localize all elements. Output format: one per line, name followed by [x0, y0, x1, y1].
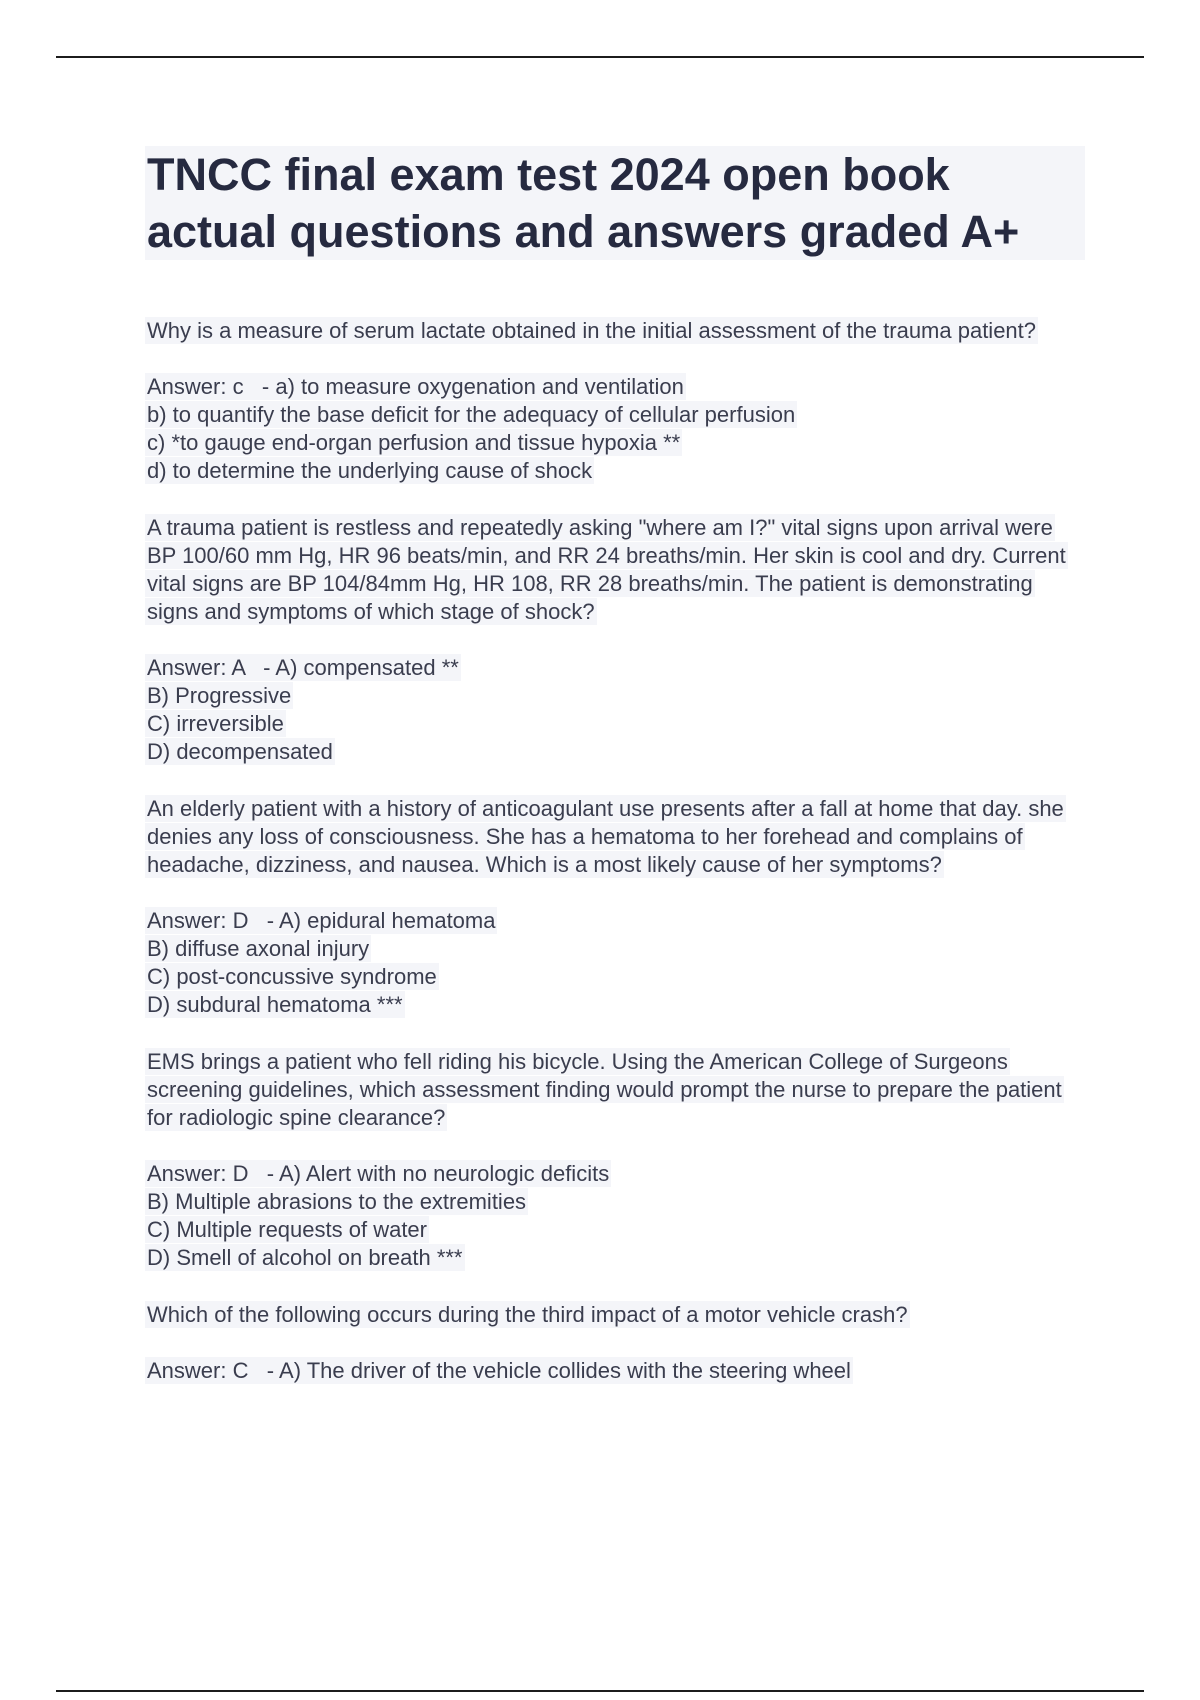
answer-line: B) Progressive: [147, 683, 292, 708]
answer-line: B) diffuse axonal injury: [147, 936, 370, 961]
qa-item-4: [145, 1048, 1085, 1272]
answer-line: C) post-concussive syndrome: [147, 964, 437, 989]
question-text: An elderly patient with a history of anticoagulant use presents after a fall at home that day. she denies any loss of consciousness. She has a hematoma to her forehead and complains of headache, dizziness, and nausea. Which is a most likely cause of her symptoms?: [147, 796, 1064, 877]
answer-line: b) to quantify the base deficit for the adequacy of cellular perfusion: [147, 402, 796, 427]
answer-list: [145, 373, 1085, 485]
qa-item-1: [145, 317, 1085, 485]
top-rule: [56, 56, 1144, 58]
answer-line: Answer: c - a) to measure oxygenation and ventilation: [147, 374, 684, 399]
question-text: A trauma patient is restless and repeatedly asking "where am I?" vital signs upon arrival were BP 100/60 mm Hg, HR 96 beats/min, and RR 24 breaths/min. Her skin is cool and dry. Current vital signs are BP 104/84mm Hg, HR 108, RR 28 breaths/min. The patient is demonstrating signs and symptoms of which stage of shock?: [147, 515, 1066, 624]
answer-line: D) decompensated: [147, 739, 333, 764]
answer-line: B) Multiple abrasions to the extremities: [147, 1189, 527, 1214]
answer-list: [145, 907, 1085, 1019]
answer-line: d) to determine the underlying cause of shock: [147, 458, 593, 483]
answer-line: C) Multiple requests of water: [147, 1217, 427, 1242]
document-title: TNCC final exam test 2024 open book actual questions and answers graded A+: [145, 146, 1085, 260]
answer-line: Answer: C - A) The driver of the vehicle collides with the steering wheel: [147, 1358, 851, 1383]
answer-line: Answer: D - A) epidural hematoma: [147, 908, 496, 933]
qa-item-3: [145, 795, 1085, 1019]
answer-list: [145, 1160, 1085, 1272]
question-text: Why is a measure of serum lactate obtained in the initial assessment of the trauma patient?: [147, 318, 1037, 343]
answer-line: Answer: A - A) compensated **: [147, 655, 459, 680]
answer-line: C) irreversible: [147, 711, 284, 736]
answer-line: c) *to gauge end-organ perfusion and tissue hypoxia **: [147, 430, 681, 455]
question-text: Which of the following occurs during the third impact of a motor vehicle crash?: [147, 1302, 908, 1327]
bottom-rule: [56, 1690, 1144, 1692]
answer-line: Answer: D - A) Alert with no neurologic deficits: [147, 1161, 610, 1186]
qa-item-2: [145, 514, 1085, 766]
answer-line: D) Smell of alcohol on breath ***: [147, 1245, 463, 1270]
document-body: [145, 146, 1085, 1385]
qa-item-5: [145, 1301, 1085, 1385]
answer-list: [145, 654, 1085, 766]
answer-line: D) subdural hematoma ***: [147, 992, 403, 1017]
question-text: EMS brings a patient who fell riding his bicycle. Using the American College of Surgeons screening guidelines, which assessment finding would prompt the nurse to prepare the patient for radiologic spine clearance?: [147, 1049, 1062, 1130]
answer-list: [145, 1357, 1085, 1385]
